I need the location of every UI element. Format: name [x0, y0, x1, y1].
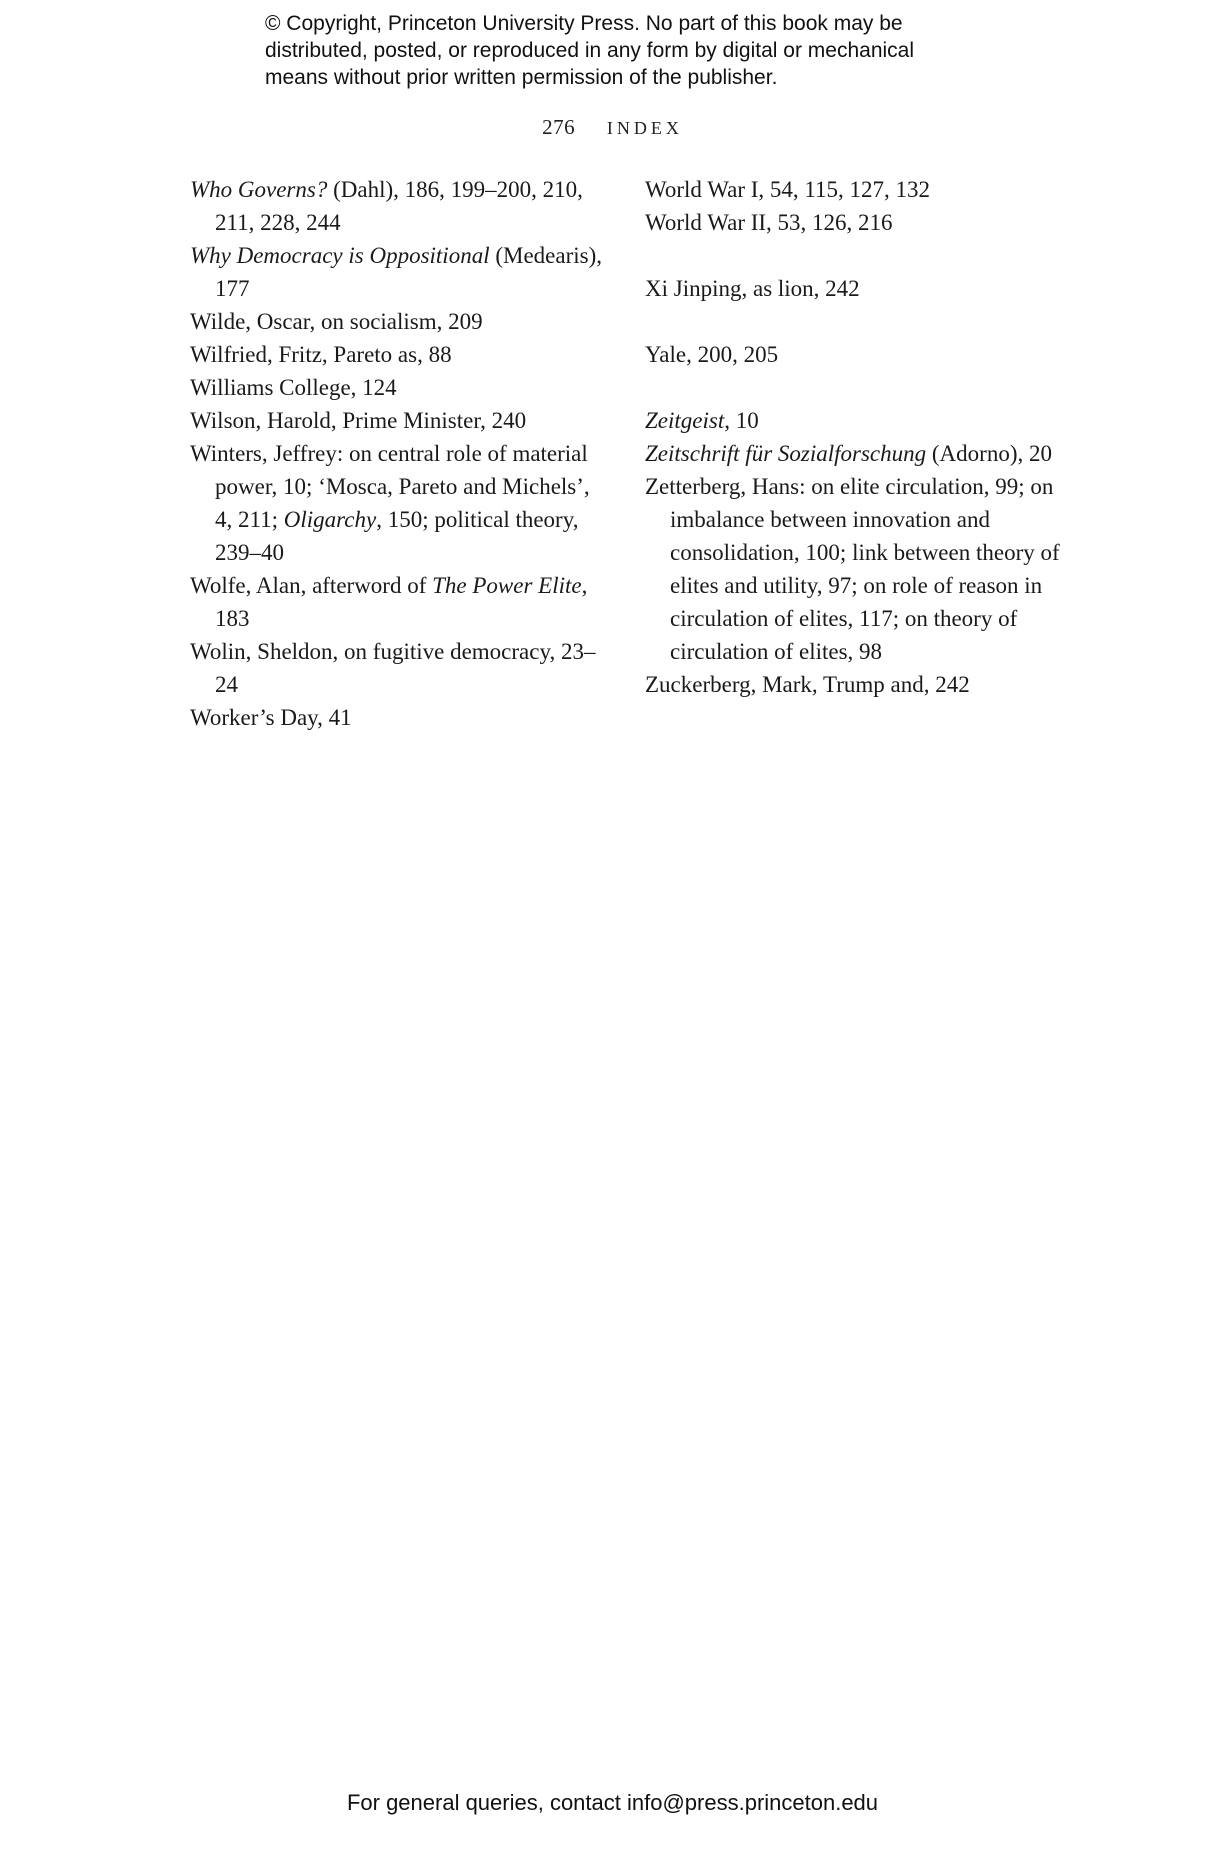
index-entry — [645, 437, 1065, 470]
entry-text: (Adorno), 20 — [926, 441, 1052, 466]
copyright-notice — [265, 10, 1025, 91]
running-head — [0, 112, 1225, 143]
entry-text: Winters, Jeffrey: on central role of material power, 10; ‘Mosca, Pareto and Michels’, 4, 211; — [190, 441, 590, 532]
index-entry — [190, 173, 610, 239]
letter-group-gap — [645, 371, 1065, 404]
copyright-line-3: means without prior written permission of the publisher. — [265, 66, 778, 89]
entry-title-italic: Oligarchy — [283, 507, 377, 532]
entry-title-italic: Zeitschrift für Sozialforschung — [645, 441, 927, 466]
index-entry: Zetterberg, Hans: on elite circulation, 99; on imbalance between innovation and consolidation, 100; link between theory of elites and utility, 97; on role of reason in circulation of elites, 117; on theory of circulation of elites, 98 — [645, 474, 1060, 664]
section-title: INDEX — [606, 118, 683, 138]
entry-text: (Medearis), 177 — [215, 243, 602, 301]
page-number: 276 — [542, 115, 576, 139]
letter-group-gap — [645, 305, 1065, 338]
entry-text: , 10 — [724, 408, 759, 433]
index-entry: Worker’s Day, 41 — [190, 705, 352, 730]
entry-text: (Dahl), 186, 199–200, 210, 211, 228, 244 — [215, 177, 583, 235]
index-entry — [190, 569, 610, 635]
index-entry: Wilson, Harold, Prime Minister, 240 — [190, 408, 527, 433]
index-entry: Xi Jinping, as lion, 242 — [645, 276, 860, 301]
index-entry: Wilde, Oscar, on socialism, 209 — [190, 309, 483, 334]
copyright-line-1: © Copyright, Princeton University Press. No part of this book may be — [265, 12, 903, 35]
entry-text: , 150; political theory, 239–40 — [215, 507, 579, 565]
index-entry: Williams College, 124 — [190, 375, 397, 400]
index-entry: Wolin, Sheldon, on fugitive democracy, 23–24 — [190, 639, 596, 697]
index-entry — [190, 239, 610, 305]
entry-text: Wolfe, Alan, afterword of — [190, 573, 433, 598]
copyright-line-2: distributed, posted, or reproduced in any form by digital or mechanical — [265, 39, 915, 62]
index-entry: World War II, 53, 126, 216 — [645, 210, 893, 235]
index-column-right — [645, 173, 1065, 701]
index-entry: Zuckerberg, Mark, Trump and, 242 — [645, 672, 970, 697]
entry-text: , 183 — [215, 573, 588, 631]
letter-group-gap — [645, 239, 1065, 272]
entry-title-italic: Why Democracy is Oppositional — [190, 243, 490, 268]
entry-title-italic: Who Governs? — [190, 177, 328, 202]
index-entry — [190, 437, 610, 569]
index-entry: Wilfried, Fritz, Pareto as, 88 — [190, 342, 452, 367]
index-entry: World War I, 54, 115, 127, 132 — [645, 177, 931, 202]
entry-title-italic: Zeitgeist — [645, 408, 725, 433]
footer-contact: For general queries, contact info@press.princeton.edu — [346, 1790, 879, 1815]
index-column-left — [190, 173, 610, 734]
index-entry: Yale, 200, 205 — [645, 342, 779, 367]
index-entry — [645, 404, 1065, 437]
entry-title-italic: The Power Elite — [432, 573, 582, 598]
